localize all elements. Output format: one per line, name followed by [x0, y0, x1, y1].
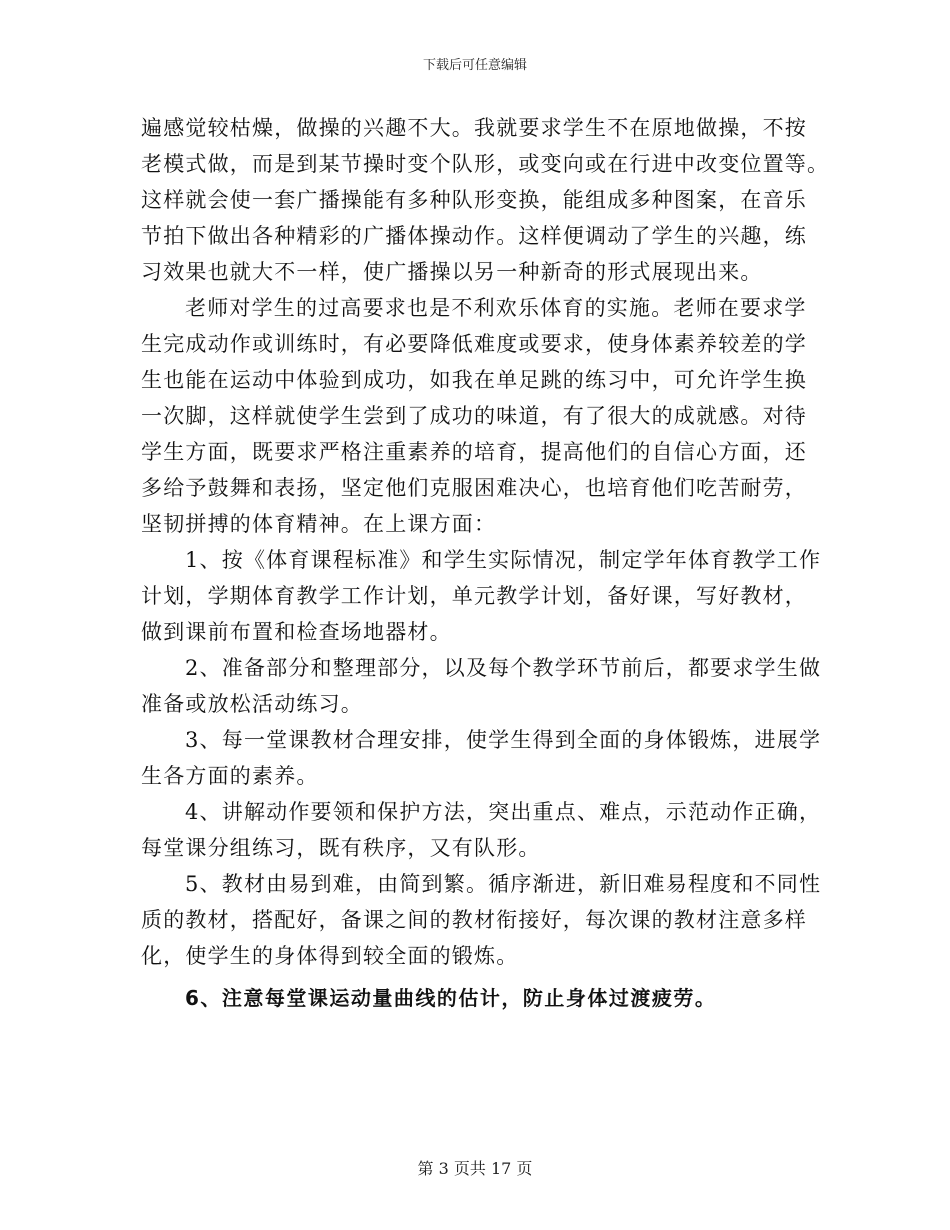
text-line: 2、准备部分和整理部分，以及每个教学环节前后，都要求学生做	[185, 656, 822, 680]
text-line: 生各方面的素养。	[141, 764, 319, 788]
paragraph-broadcast-exercise	[141, 110, 830, 290]
text-line: 多给予鼓舞和表扬，坚定他们克服困难决心，也培育他们吃苦耐劳，	[141, 476, 807, 500]
text-line: 习效果也就大不一样，使广播操以另一种新奇的形式展现出来。	[141, 260, 763, 284]
text-line: 学生方面，既要求严格注重素养的培育，提高他们的自信心方面，还	[141, 440, 807, 464]
text-line: 每堂课分组练习，既有秩序，又有队形。	[141, 836, 541, 860]
list-item-5	[141, 866, 822, 974]
text-line: 老模式做，而是到某节操时变个队形，或变向或在行进中改变位置等。	[141, 152, 830, 176]
text-line: 生完成动作或训练时，有必要降低难度或要求，使身体素养较差的学	[141, 332, 807, 356]
text-line: 质的教材，搭配好，备课之间的教材衔接好，每次课的教材注意多样	[141, 908, 807, 932]
text-line: 老师对学生的过高要求也是不利欢乐体育的实施。老师在要求学	[185, 296, 807, 320]
text-line: 化，使学生的身体得到较全面的锻炼。	[141, 944, 519, 968]
text-line: 这样就会使一套广播操能有多种队形变换，能组成多种图案，在音乐	[141, 188, 807, 212]
text-line: 坚韧拼搏的体育精神。在上课方面：	[141, 512, 497, 536]
page-header: 下载后可任意编辑	[422, 58, 527, 73]
list-item-6-bold	[141, 980, 813, 1016]
list-item-2	[141, 650, 822, 722]
text-line: 4、讲解动作要领和保护方法，突出重点、难点，示范动作正确，	[185, 800, 822, 824]
text-line: 节拍下做出各种精彩的广播体操动作。这样便调动了学生的兴趣，练	[141, 224, 807, 248]
text-line: 做到课前布置和检查场地器材。	[141, 620, 452, 644]
list-item-1	[141, 542, 822, 650]
page-number-footer: 第 3 页共 17 页	[417, 1159, 533, 1178]
list-item-4	[141, 794, 822, 866]
text-line: 准备或放松活动练习。	[141, 692, 363, 716]
document-body	[141, 110, 830, 1016]
paragraph-teacher-requirements	[141, 290, 813, 542]
list-item-3	[141, 722, 822, 794]
text-line: 遍感觉较枯燥，做操的兴趣不大。我就要求学生不在原地做操，不按	[141, 116, 807, 140]
text-line: 3、每一堂课教材合理安排，使学生得到全面的身体锻炼，进展学	[185, 728, 822, 752]
text-line: 生也能在运动中体验到成功，如我在单足跳的练习中，可允许学生换	[141, 368, 807, 392]
text-line: 5、教材由易到难，由简到繁。循序渐进，新旧难易程度和不同性	[185, 872, 822, 896]
text-line: 一次脚，这样就使学生尝到了成功的味道，有了很大的成就感。对待	[141, 404, 807, 428]
text-line: 6、注意每堂课运动量曲线的估计，防止身体过渡疲劳。	[185, 986, 717, 1010]
text-line: 1、按《体育课程标准》和学生实际情况，制定学年体育教学工作	[185, 548, 822, 572]
text-line: 计划，学期体育教学工作计划，单元教学计划，备好课，写好教材，	[141, 584, 807, 608]
